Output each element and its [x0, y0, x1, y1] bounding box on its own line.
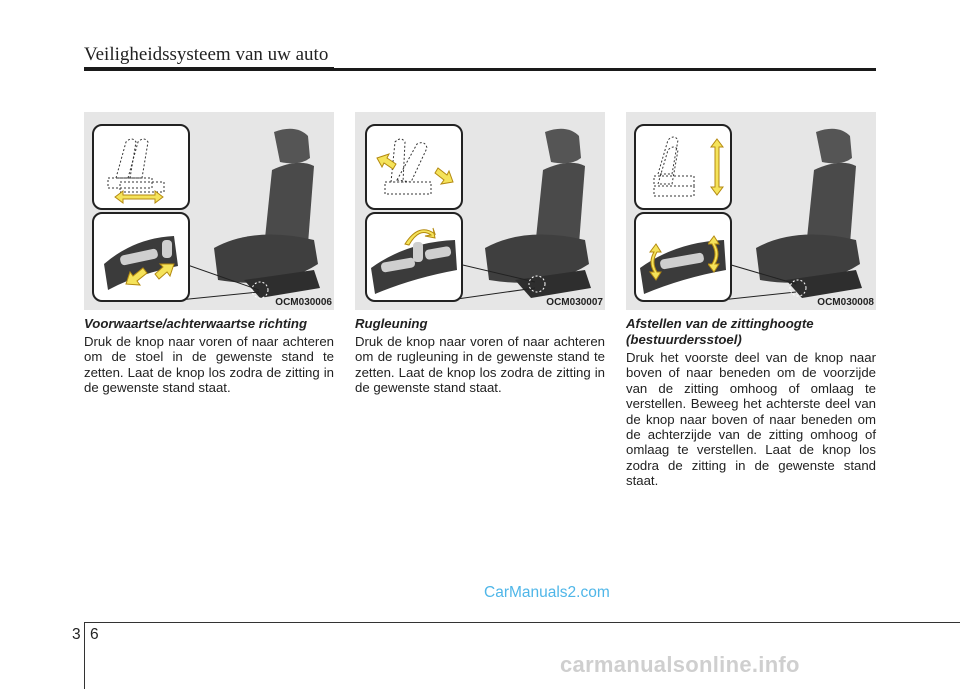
- arrow-down-left-icon: [124, 266, 150, 288]
- seat-slide-diagram: [92, 124, 190, 210]
- arrow-down-right-icon: [433, 166, 455, 186]
- header-rule: [84, 68, 876, 71]
- arrow-up-right-icon: [154, 260, 176, 282]
- curved-arrow-left-icon: [644, 242, 662, 282]
- page-header-title: Veiligheidssysteem van uw auto: [84, 44, 329, 65]
- chapter-number: 3: [72, 626, 81, 643]
- section-seat-height: [626, 316, 876, 489]
- curved-arrow-icon: [403, 226, 437, 248]
- section-body: Druk het voorste deel van de knop naar boven of naar beneden om de voorzijde van de zitting omhoog of omlaag te verstellen. Beweeg het achterste deel van de knop naar boven of naar beneden om de achterzijde van de zitting omhoog of omlaag te verstellen. Laat de knop los zodra de zitting in de gewenste stand staat.: [626, 350, 876, 489]
- figure-code: OCM030007: [546, 297, 603, 308]
- seat-switch-closeup: [634, 212, 732, 302]
- watermark-link[interactable]: CarManuals2.com: [484, 584, 610, 601]
- double-arrow-horizontal-icon: [114, 190, 164, 204]
- footer-url: carmanualsonline.info: [560, 652, 800, 677]
- double-arrow-vertical-icon: [710, 138, 724, 196]
- page-number: 6: [90, 626, 99, 643]
- section-title: Voorwaartse/achterwaartse richting: [84, 316, 308, 331]
- seat-switch-closeup: [92, 212, 190, 302]
- seat-recline-diagram: [365, 124, 463, 210]
- section-title: Afstellen van de zittinghoogte (bestuurdersstoel): [626, 316, 814, 347]
- footer-divider: [84, 622, 85, 689]
- section-body: Druk de knop naar voren of naar achteren om de stoel in de gewenste stand te zetten. Laat de knop los zodra de zitting in de gewenste stand staat.: [84, 334, 334, 396]
- footer-rule: [84, 622, 960, 623]
- section-backrest: [355, 316, 605, 396]
- section-forward-backward: [84, 316, 334, 396]
- arrow-up-left-icon: [375, 152, 397, 172]
- section-title: Rugleuning: [355, 316, 428, 331]
- curved-arrow-right-icon: [708, 234, 726, 274]
- seat-height-diagram: [634, 124, 732, 210]
- seat-switch-closeup: [365, 212, 463, 302]
- section-body: Druk de knop naar voren of naar achteren om de rugleuning in de gewenste stand te zetten. Laat de knop los zodra de zitting in de gewenste stand staat.: [355, 334, 605, 396]
- figure-seat-height: [626, 112, 876, 310]
- figure-seat-slide: [84, 112, 334, 310]
- figure-code: OCM030008: [817, 297, 874, 308]
- figure-code: OCM030006: [275, 297, 332, 308]
- figure-seat-recline: [355, 112, 605, 310]
